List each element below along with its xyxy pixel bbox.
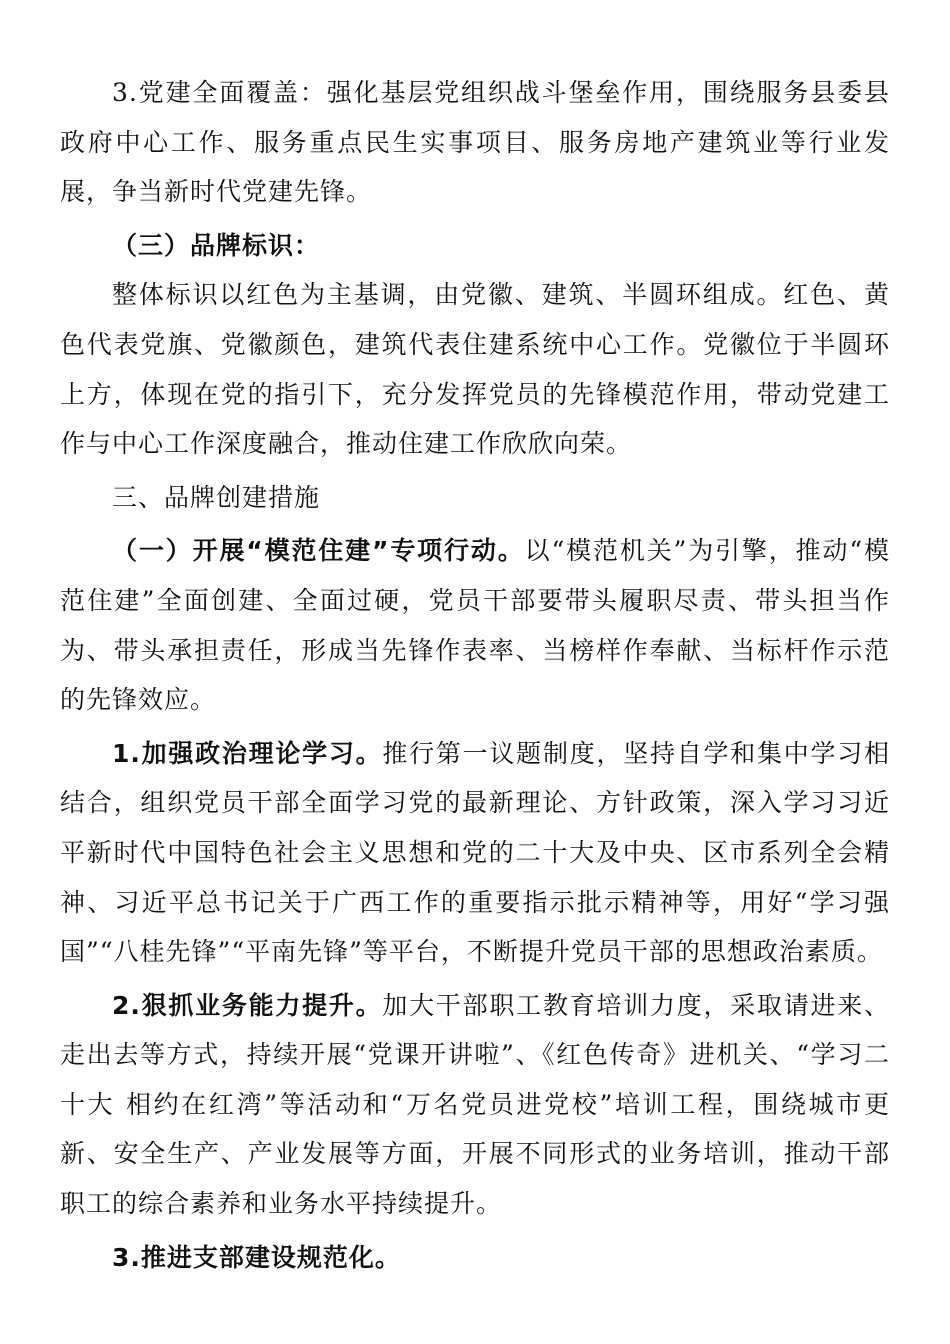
paragraph-lead: 2.狠抓业务能力提升。: [112, 990, 383, 1020]
paragraph-branch-standardization: [60, 1233, 890, 1283]
paragraph-skill-improvement: [60, 981, 890, 1229]
paragraph-text: 加大干部职工教育培训力度，采取请进来、走出去等方式，持续开展“党课开讲啦”、《红色传奇》进机关、“学习二十大 相约在红湾”等活动和“万名党员进党校”培训工程，围绕城市更新、安全生产、产业发展等方面，开展不同形式的业务培训，推动干部职工的综合素养和业务水平持续提升。: [60, 990, 890, 1219]
document-page: [60, 68, 890, 1282]
paragraph-brand-logo-description: 整体标识以红色为主基调，由党徽、建筑、半圆环组成。红色、黄色代表党旗、党徽颜色，建筑代表住建系统中心工作。党徽位于半圆环上方，体现在党的指引下，充分发挥党员的先锋模范作用，带动党建工作与中心工作深度融合，推动住建工作欣欣向荣。: [60, 280, 890, 459]
paragraph-text: 以“模范机关”为引擎，推动“模范住建”全面创建、全面过硬，党员干部要带头履职尽责、带头担当作为、带头承担责任，形成当先锋作表率、当榜样作奉献、当标杆作示范的先锋效应。: [60, 536, 890, 715]
paragraph-lead: 3.党建全面覆盖：: [112, 78, 327, 107]
paragraph-political-study: [60, 729, 890, 977]
paragraph-lead: 3.推进支部建设规范化。: [112, 1242, 401, 1272]
paragraph-model-action: [60, 526, 890, 724]
heading-brand-logo: （三）品牌标识：: [112, 230, 321, 260]
paragraph-text: 推行第一议题制度，坚持自学和集中学习相结合，组织党员干部全面学习党的最新理论、方针政策，深入学习习近平新时代中国特色社会主义思想和党的二十大及中央、区市系列全会精神、习近平总书记关于广西工作的重要指示批示精神等，用好“学习强国”“八桂先锋”“平南先锋”等平台，不断提升党员干部的思想政治素质。: [60, 738, 890, 967]
heading-section-3: 三、品牌创建措施: [112, 482, 321, 512]
paragraph-text: 强化基层党组织战斗堡垒作用，围绕服务县委县政府中心工作、服务重点民生实事项目、服务房地产建筑业等行业发展，争当新时代党建先锋。: [60, 78, 890, 207]
paragraph-lead: （一）开展“模范住建”专项行动。: [112, 536, 525, 566]
paragraph-party-building-coverage: [60, 68, 890, 217]
paragraph-lead: 1.加强政治理论学习。: [112, 738, 383, 768]
